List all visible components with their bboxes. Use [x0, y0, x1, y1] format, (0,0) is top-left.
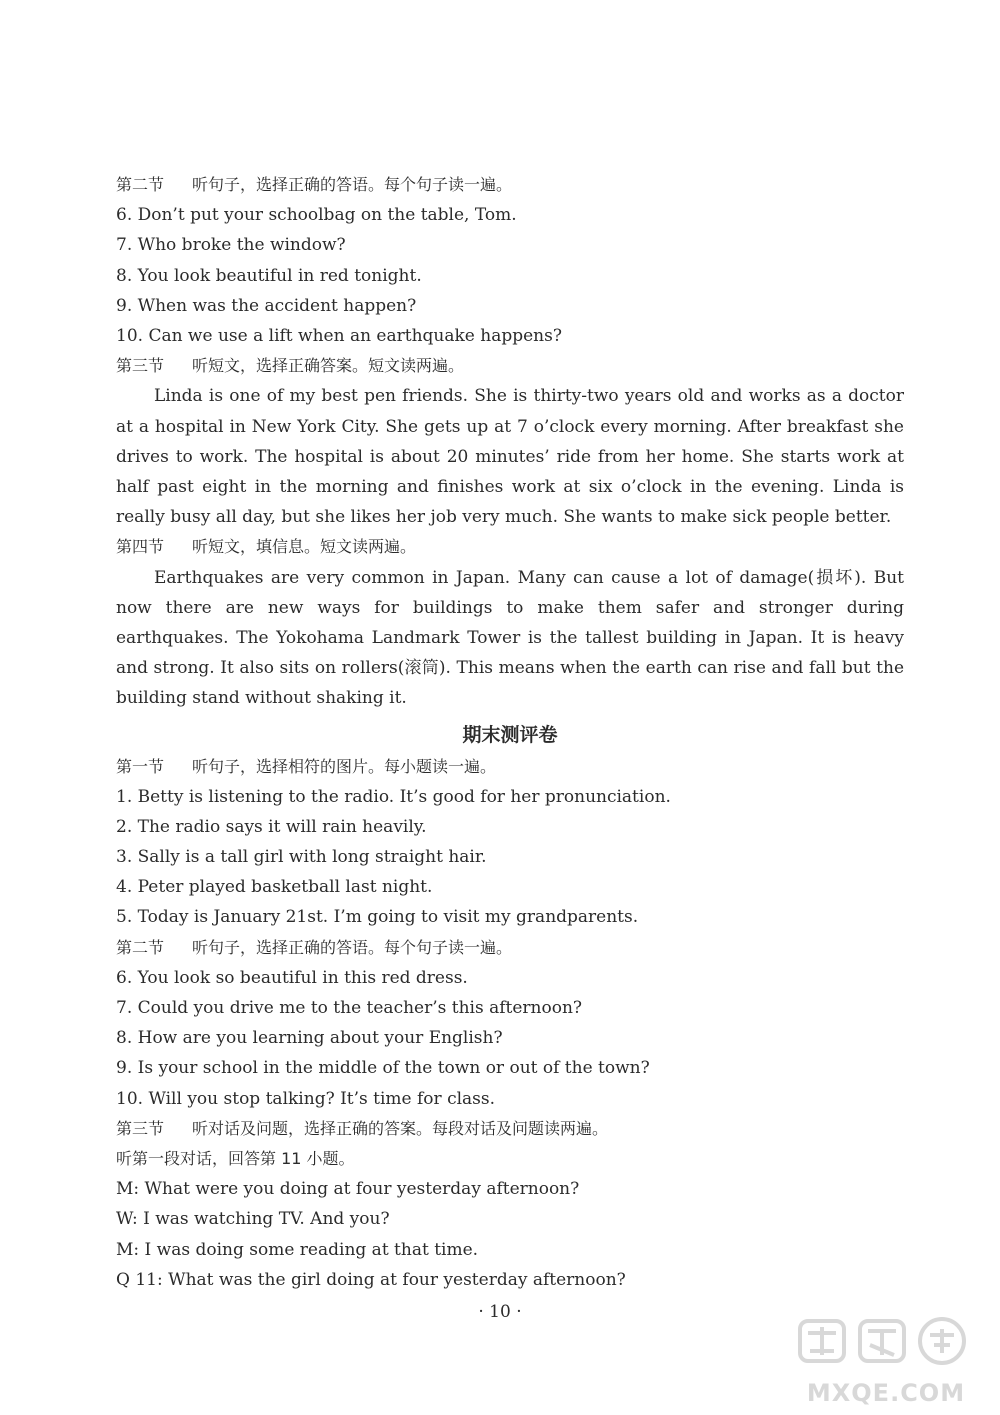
exam-title: 期末测评卷	[462, 723, 558, 746]
list-item: 6. You look so beautiful in this red dress.	[116, 967, 468, 988]
watermark-logo-icon	[798, 1315, 968, 1367]
list-item: 7. Could you drive me to the teacher’s this afternoon?	[116, 998, 583, 1019]
list-item: 3. Sally is a tall girl with long straight hair.	[116, 847, 487, 868]
section-heading: 第三节 听短文，选择正确答案。短文读两遍。	[116, 356, 465, 376]
list-item: 7. Who broke the window?	[116, 235, 346, 256]
list-item: 9. When was the accident happen?	[116, 295, 417, 316]
passage-paragraph: Earthquakes are very common in Japan. Many can cause a lot of damage(损坏). But now there are new ways for buildings to make them safer and stronger during earthquakes. The Yokohama Landmark Tower is the tallest building in Japan. It is heavy and strong. It also sits on rollers(滚筒). This means when the earth can rise and fall but the building stand without shaking it.	[116, 567, 904, 709]
list-item: 8. How are you learning about your English?	[116, 1028, 503, 1049]
list-item: 1. Betty is listening to the radio. It’s good for her pronunciation.	[116, 786, 671, 807]
dialogue-line: M: What were you doing at four yesterday afternoon?	[116, 1179, 580, 1200]
list-item: 4. Peter played basketball last night.	[116, 877, 433, 898]
list-item: 10. Can we use a lift when an earthquake happens?	[116, 325, 562, 346]
list-item: 10. Will you stop talking? It’s time for class.	[116, 1088, 496, 1109]
dialogue-line: W: I was watching TV. And you?	[116, 1209, 390, 1230]
section-heading: 第四节 听短文，填信息。短文读两遍。	[116, 537, 417, 557]
list-item: 2. The radio says it will rain heavily.	[116, 816, 427, 837]
list-item: 9. Is your school in the middle of the town or out of the town?	[116, 1058, 650, 1079]
list-item: 8. You look beautiful in red tonight.	[116, 265, 422, 286]
watermark-url: MXQE.COM	[806, 1379, 966, 1407]
passage-paragraph: Linda is one of my best pen friends. She is thirty-two years old and works as a doctor at a hospital in New York City. She gets up at 7 o’clock every morning. After breakfast she drives to work. The hospital is about 20 minutes’ ride from her home. She starts work at half past eight in the morning and finishes work at six o’clock in the evening. Linda is really busy all day, but she likes her job very much. She wants to make sick people better.	[116, 386, 904, 528]
section-heading: 第一节 听句子，选择相符的图片。每小题读一遍。	[116, 756, 497, 776]
dialogue-line: M: I was doing some reading at that time.	[116, 1239, 479, 1260]
list-item: 5. Today is January 21st. I’m going to visit my grandparents.	[116, 907, 639, 928]
dialogue-intro: 听第一段对话，回答第 11 小题。	[116, 1148, 355, 1168]
page-content	[116, 170, 904, 1295]
section-heading: 第二节 听句子，选择正确的答语。每个句子读一遍。	[116, 937, 513, 957]
dialogue-line: Q 11: What was the girl doing at four yesterday afternoon?	[116, 1269, 626, 1290]
section-heading: 第二节 听句子，选择正确的答语。每个句子读一遍。	[116, 175, 513, 194]
page-number: · 10 ·	[478, 1302, 522, 1322]
watermark	[786, 1315, 986, 1407]
list-item: 6. Don’t put your schoolbag on the table, Tom.	[116, 205, 517, 226]
section-heading: 第三节 听对话及问题，选择正确的答案。每段对话及问题读两遍。	[116, 1118, 609, 1138]
